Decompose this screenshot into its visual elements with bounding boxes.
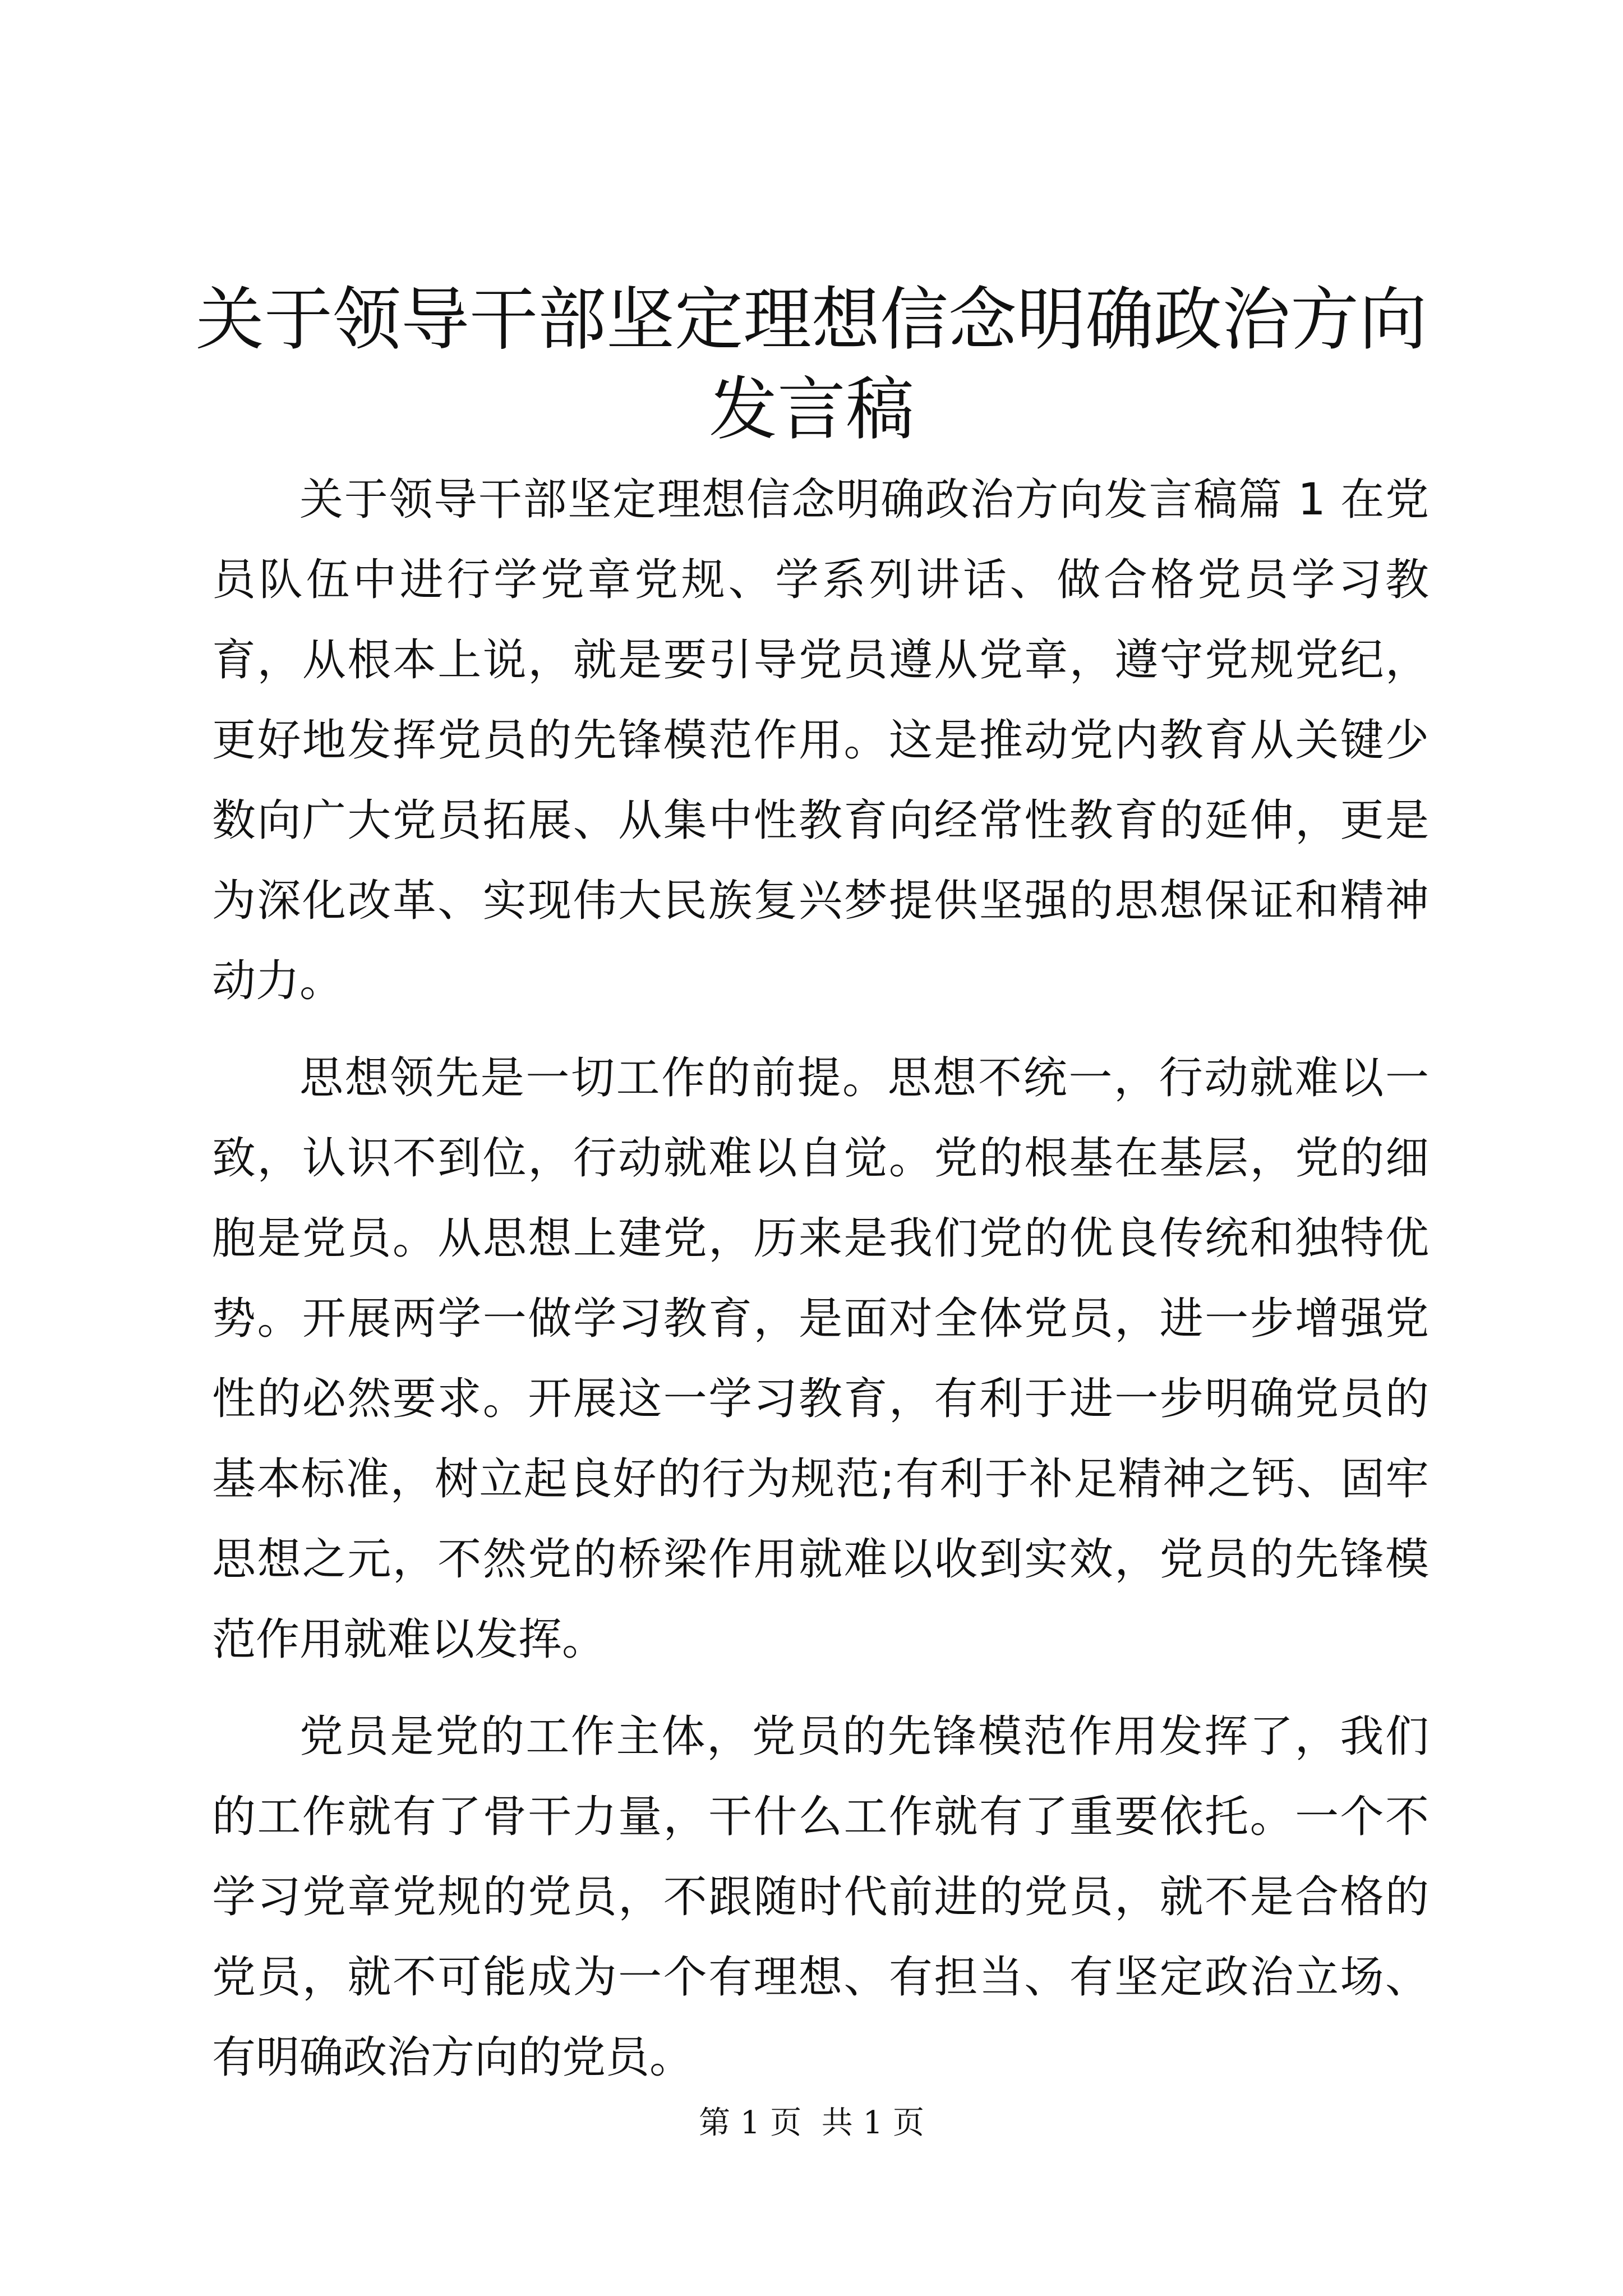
paragraph-1: 关于领导干部坚定理想信念明确政治方向发言稿篇 1 在党员队伍中进行学党章党规、学系列讲话、做合格党员学习教育，从根本上说，就是要引导党员遵从党章，遵守党规党纪，更好地发挥党员的先锋模范作用。这是推动党内教育从关键少数向广大党员拓展、从集中性教育向经常性教育的延伸，更是为深化改革、实现伟大民族复兴梦提供坚强的思想保证和精神动力。 (212, 475, 1429, 1006)
document-title: 关于领导干部坚定理想信念明确政治方向发言稿 (196, 280, 1427, 449)
document-body (212, 460, 1429, 2115)
paragraph-2: 思想领先是一切工作的前提。思想不统一，行动就难以一致，认识不到位，行动就难以自觉。党的根基在基层，党的细胞是党员。从思想上建党，历来是我们党的优良传统和独特优势。开展两学一做学习教育，是面对全体党员，进一步增强党性的必然要求。开展这一学习教育，有利于进一步明确党员的基本标准，树立起良好的行为规范;有利于补足精神之钙、固牢思想之元，不然党的桥梁作用就难以收到实效，党员的先锋模范作用就难以发挥。 (212, 1053, 1429, 1665)
paragraph-3: 党员是党的工作主体，党员的先锋模范作用发挥了，我们的工作就有了骨干力量，干什么工作就有了重要依托。一个不学习党章党规的党员，不跟随时代前进的党员，就不是合格的党员，就不可能成为一个有理想、有担当、有坚定政治立场、有明确政治方向的党员。 (212, 1711, 1429, 2083)
page-footer (0, 2101, 1623, 2146)
page-number-label: 第 1 页 共 1 页 (698, 2105, 925, 2141)
